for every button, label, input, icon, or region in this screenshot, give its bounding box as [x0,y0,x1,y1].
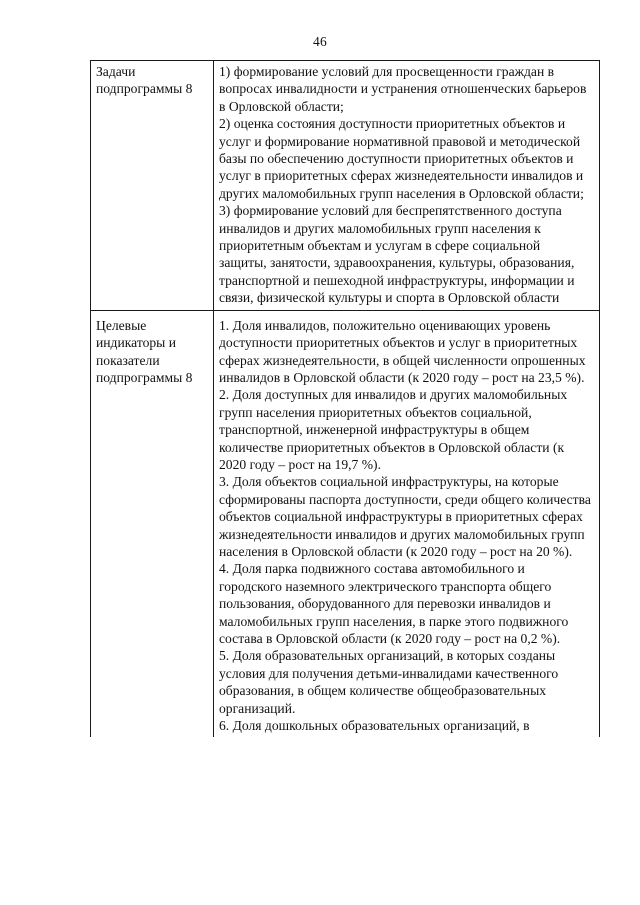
indicators-label-line-4: подпрограммы 8 [96,369,193,385]
indicators-label-line-1: Целевые [96,317,147,333]
subprogram-table [90,60,600,737]
indicators-label-cell [91,310,214,737]
tasks-label-cell [91,61,214,311]
indicators-label-line-2: индикаторы и [96,335,176,351]
task-item-3: 3) формирование условий для беспрепятственного доступа инвалидов и других маломобильных групп населения к приоритетным объектам и услугам в сфере социальной защиты, занятости, здравоохранения, культуры, образования, транспортной и пешеходной инфраструктуры, информации и связи, физической культуры и спорта в Орловской области [219,203,575,306]
page-number: 46 [313,34,327,49]
table-row-indicators [91,310,600,737]
indicator-item-1: 1. Доля инвалидов, положительно оценивающих уровень доступности приоритетных объектов и услуг в приоритетных сферах жизнедеятельности, в общей численности опрошенных инвалидов в Орловской области (к 2020 году – рост на 23,5 %). [219,317,586,385]
task-item-1: 1) формирование условий для просвещенности граждан в вопросах инвалидности и устранения отношенческих барьеров в Орловской области; [219,64,587,114]
tasks-content-cell [214,61,600,311]
tasks-label-line-2: подпрограммы 8 [96,81,193,97]
indicator-item-6: 6. Доля дошкольных образовательных организаций, в [219,718,530,734]
indicator-item-2: 2. Доля доступных для инвалидов и других маломобильных групп населения приоритетных объектов социальной, транспортной, инженерной инфраструктуры в общем количестве приоритетных объектов в Орловской области (к 2020 году – рост на 19,7 %). [219,387,568,472]
indicators-label-line-3: показатели [96,352,160,368]
indicator-item-5: 5. Доля образовательных организаций, в которых созданы условия для получения детьми-инвалидами качественного образования, в общем количестве общеобразовательных организаций. [219,648,559,716]
indicator-item-4: 4. Доля парка подвижного состава автомобильного и городского наземного электрического транспорта общего пользования, оборудованного для перевозки инвалидов и маломобильных групп населения, в парке этого подвижного состава в Орловской области (к 2020 году – рост на 0,2 %). [219,561,569,646]
table-row-tasks [91,61,600,311]
indicators-content-cell [214,310,600,737]
task-item-2: 2) оценка состояния доступности приоритетных объектов и услуг и формирование нормативной правовой и методической базы по обеспечению доступности приоритетных объектов и услуг в приоритетных сферах жизнедеятельности инвалидов и других маломобильных групп населения в Орловской области; [219,116,584,201]
indicator-item-3: 3. Доля объектов социальной инфраструктуры, на которые сформированы паспорта доступности, среди общего количества объектов социальной инфраструктуры в приоритетных сферах жизнедеятельности инвалидов и других маломобильных групп населения в Орловской области (к 2020 году – рост на 20 %). [219,474,591,559]
tasks-label-line-1: Задачи [96,64,136,79]
